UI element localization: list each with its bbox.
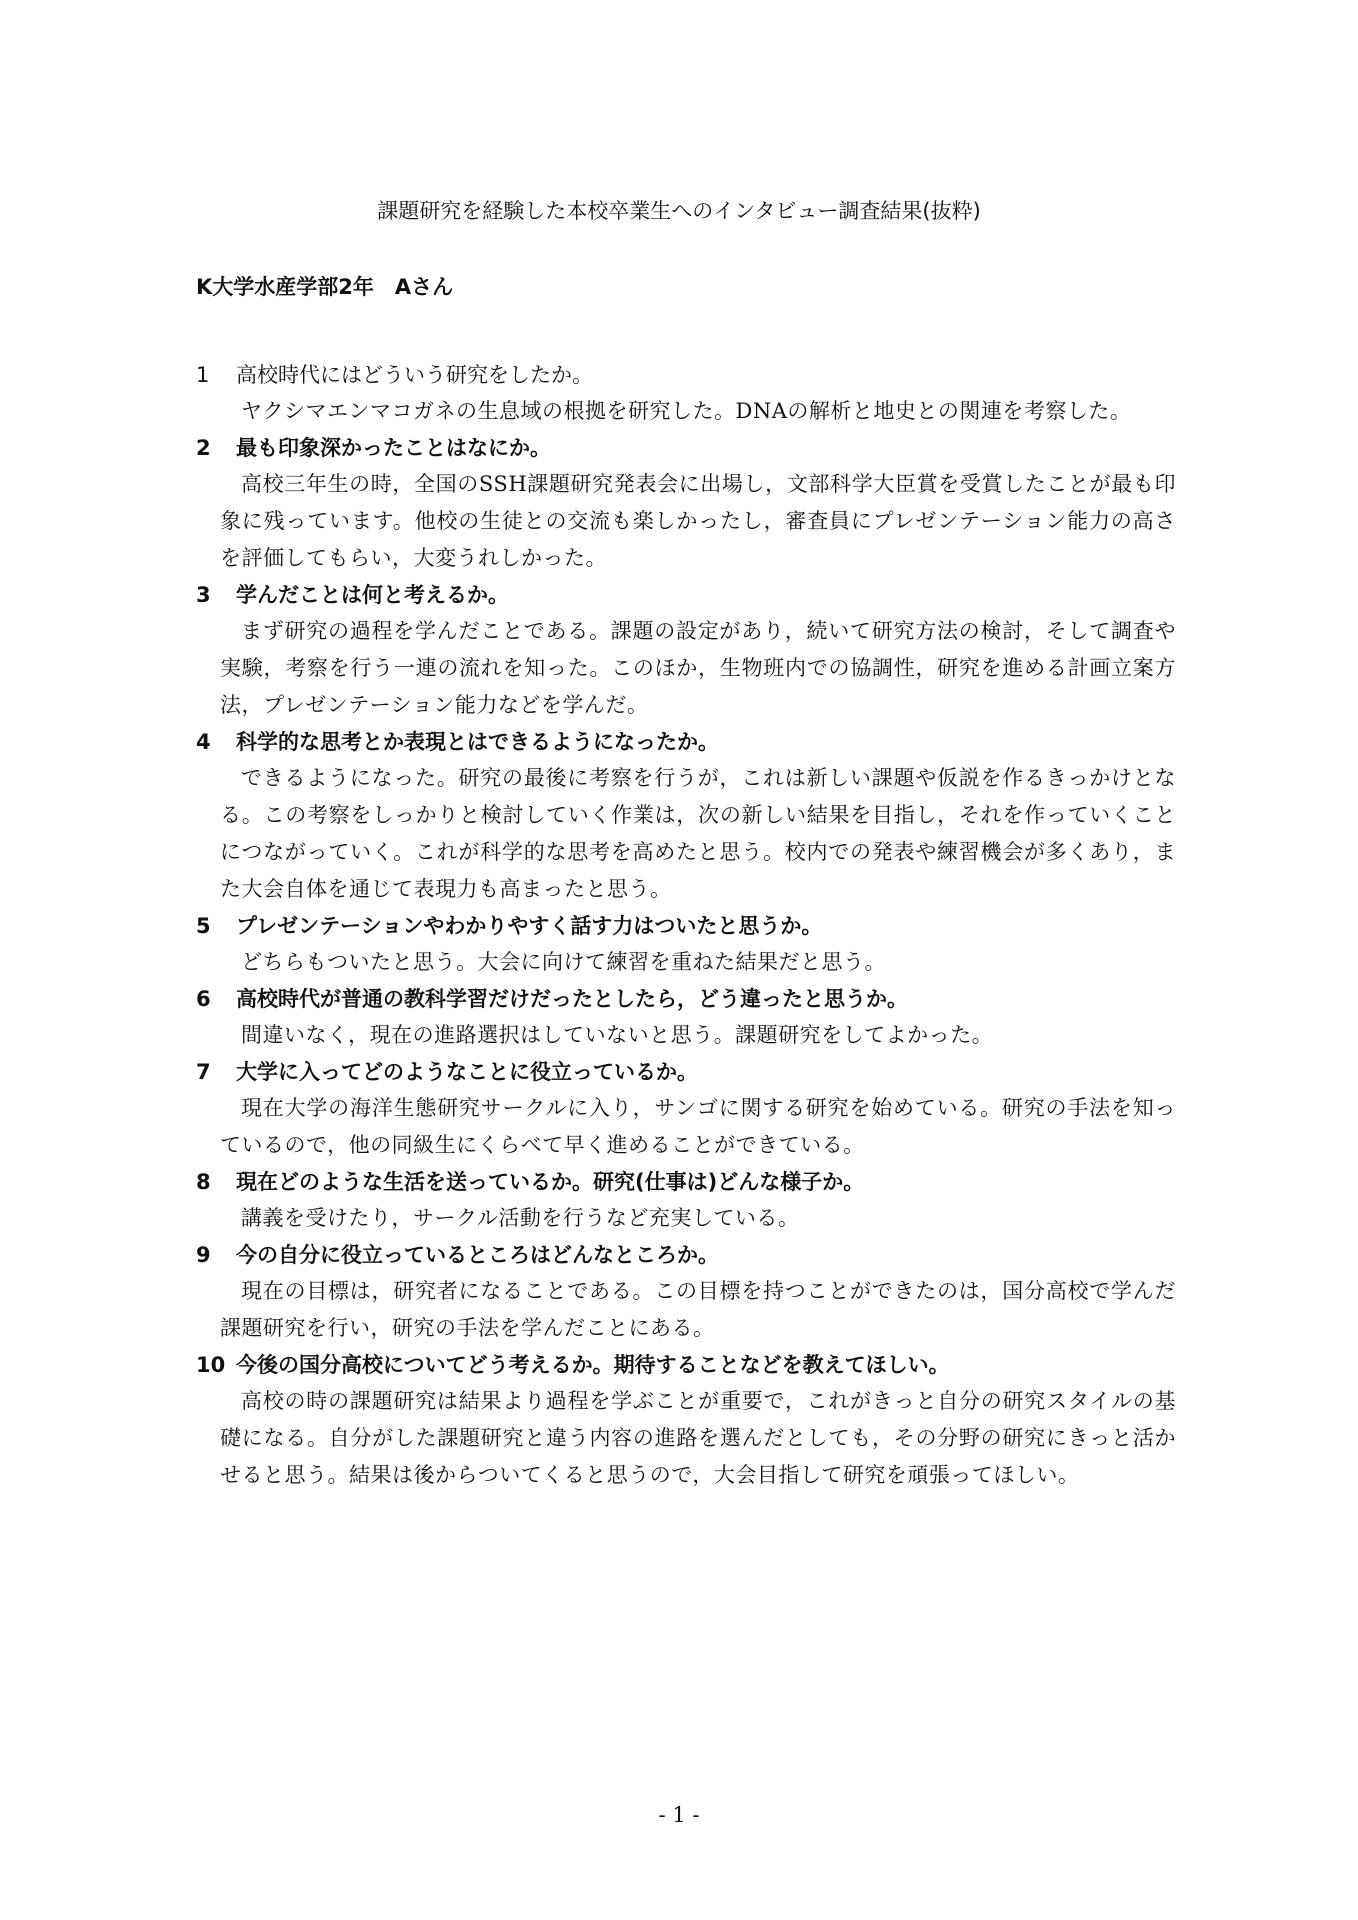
question-row bbox=[196, 981, 1176, 1017]
page-number: - 1 - bbox=[658, 1803, 700, 1827]
question-text: 科学的な思考とか表現とはできるようになったか。 bbox=[236, 730, 719, 754]
interview-qa-list bbox=[196, 357, 1176, 1494]
question-row bbox=[196, 1347, 1176, 1383]
question-text: 大学に入ってどのようなことに役立っているか。 bbox=[236, 1060, 698, 1084]
question-number: 3 bbox=[196, 583, 211, 607]
answer-text: 講義を受けたり，サークル活動を行うなど充実している。 bbox=[241, 1206, 800, 1230]
question-text: 高校時代にはどういう研究をしたか。 bbox=[236, 363, 593, 387]
answer-text: 間違いなく，現在の進路選択はしていないと思う。課題研究をしてよかった。 bbox=[241, 1023, 994, 1047]
question-number: 7 bbox=[196, 1060, 211, 1084]
question-number: 2 bbox=[196, 436, 211, 460]
question-row bbox=[196, 908, 1176, 944]
answer-text: 現在大学の海洋生態研究サークルに入り，サンゴに関する研究を始めている。研究の手法を知っているので，他の同級生にくらべて早く進めることができている。 bbox=[220, 1096, 1176, 1157]
question-number: 9 bbox=[196, 1243, 211, 1267]
answer-text: できるようになった。研究の最後に考察を行うが，これは新しい課題や仮説を作るきっかけとなる。この考察をしっかりと検討していく作業は，次の新しい結果を目指し，それを作っていくことにつながっていく。これが科学的な思考を高めたと思う。校内での発表や練習機会が多くあり，また大会自体を通じて表現力も高まったと思う。 bbox=[220, 766, 1176, 901]
question-row bbox=[196, 430, 1176, 466]
question-number: 5 bbox=[196, 914, 211, 938]
question-text: 最も印象深かったことはなにか。 bbox=[236, 436, 551, 460]
qa-item-10 bbox=[196, 1347, 1176, 1494]
answer-text: 高校三年生の時，全国のSSH課題研究発表会に出場し，文部科学大臣賞を受賞したことが最も印象に残っています。他校の生徒との交流も楽しかったし，審査員にプレゼンテーション能力の高さを評価してもらい，大変うれしかった。 bbox=[220, 472, 1176, 570]
qa-item-4 bbox=[196, 724, 1176, 908]
respondent-heading: K大学水産学部2年 Aさん bbox=[196, 275, 454, 299]
qa-item-3 bbox=[196, 577, 1176, 724]
qa-item-2 bbox=[196, 430, 1176, 577]
question-number: 10 bbox=[196, 1353, 226, 1377]
question-text: プレゼンテーションやわかりやすく話す力はついたと思うか。 bbox=[236, 914, 823, 938]
answer-text: ヤクシマエンマコガネの生息域の根拠を研究した。DNAの解析と地史との関連を考察した。 bbox=[241, 399, 1132, 423]
question-row bbox=[196, 357, 1176, 393]
question-row bbox=[196, 1164, 1176, 1200]
question-number: 1 bbox=[196, 363, 210, 387]
question-number: 4 bbox=[196, 730, 211, 754]
question-number: 8 bbox=[196, 1170, 211, 1194]
answer-text: どちらもついたと思う。大会に向けて練習を重ねた結果だと思う。 bbox=[241, 950, 886, 974]
question-text: 高校時代が普通の教科学習だけだったとしたら，どう違ったと思うか。 bbox=[236, 987, 908, 1011]
question-row bbox=[196, 1237, 1176, 1273]
answer-text: 現在の目標は，研究者になることである。この目標を持つことができたのは，国分高校で学んだ課題研究を行い，研究の手法を学んだことにある。 bbox=[220, 1279, 1176, 1340]
qa-item-8 bbox=[196, 1164, 1176, 1237]
answer-text: 高校の時の課題研究は結果より過程を学ぶことが重要で，これがきっと自分の研究スタイルの基礎になる。自分がした課題研究と違う内容の進路を選んだとしても，その分野の研究にきっと活かせると思う。結果は後からついてくると思うので，大会目指して研究を頑張ってほしい。 bbox=[220, 1389, 1176, 1487]
question-row bbox=[196, 577, 1176, 613]
question-text: 今後の国分高校についてどう考えるか。期待することなどを教えてほしい。 bbox=[236, 1353, 950, 1377]
answer-text: まず研究の過程を学んだことである。課題の設定があり，続いて研究方法の検討，そして調査や実験，考察を行う一連の流れを知った。このほか，生物班内での協調性，研究を進める計画立案方法，プレゼンテーション能力などを学んだ。 bbox=[220, 619, 1176, 717]
qa-item-1 bbox=[196, 357, 1176, 430]
qa-item-6 bbox=[196, 981, 1176, 1054]
question-text: 現在どのような生活を送っているか。研究(仕事は)どんな様子か。 bbox=[236, 1170, 865, 1194]
qa-item-7 bbox=[196, 1054, 1176, 1164]
qa-item-5 bbox=[196, 908, 1176, 981]
qa-item-9 bbox=[196, 1237, 1176, 1347]
question-number: 6 bbox=[196, 987, 211, 1011]
question-row bbox=[196, 1054, 1176, 1090]
question-text: 今の自分に役立っているところはどんなところか。 bbox=[236, 1243, 719, 1267]
question-text: 学んだことは何と考えるか。 bbox=[236, 583, 509, 607]
question-row bbox=[196, 724, 1176, 760]
document-title: 課題研究を経験した本校卒業生へのインタビュー調査結果(抜粋) bbox=[377, 199, 981, 223]
